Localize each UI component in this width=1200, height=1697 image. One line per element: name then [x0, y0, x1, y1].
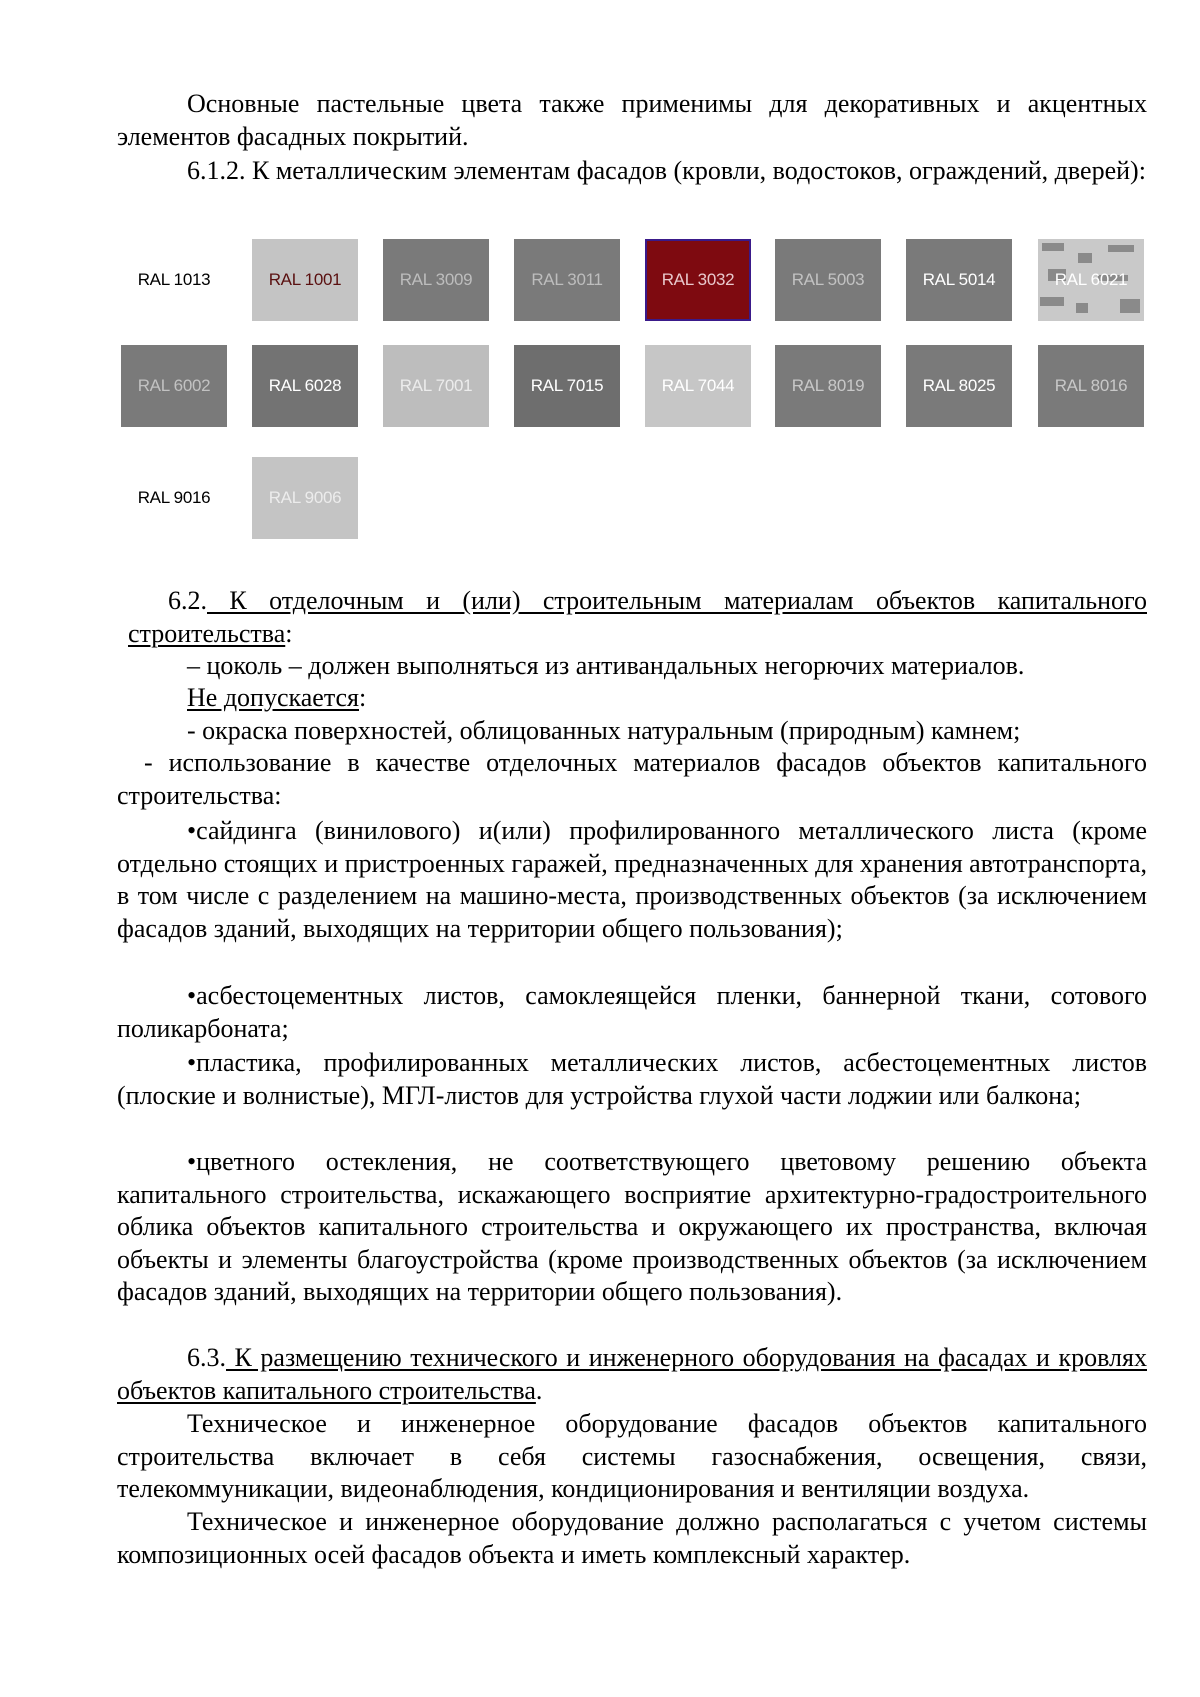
swatch-label: RAL 5014 — [922, 270, 996, 289]
swatch-ral-7015 — [514, 345, 620, 427]
usage-item: - использование в качестве отделочных материалов фасадов объектов капитального строительства: — [117, 748, 1147, 810]
swatch-ral-8019 — [775, 345, 881, 427]
swatch-label: RAL 6002 — [137, 376, 211, 395]
section-6-1-2-heading: 6.1.2. К металлическим элементам фасадов (кровли, водостоков, ограждений, дверей): — [187, 156, 1146, 185]
swatch-ral-6028 — [252, 345, 358, 427]
swatch-label: RAL 3009 — [399, 270, 473, 289]
swatch-ral-3009 — [383, 239, 489, 321]
not-allowed-colon: : — [359, 683, 367, 712]
swatch-ral-7044 — [645, 345, 751, 427]
swatch-label: RAL 9006 — [268, 488, 342, 507]
swatch-ral-5014 — [906, 239, 1012, 321]
swatch-label: RAL 5003 — [791, 270, 865, 289]
cokol-item: – цоколь – должен выполняться из антивандальных негорючих материалов. — [187, 651, 1025, 680]
tech-equipment-paragraph-1: Техническое и инженерное оборудование фасадов объектов капитального строительства включает в себя системы газоснабжения, освещения, связи, телекоммуникации, видеонаблюдения, кондиционирования и вентиляции воздуха. — [117, 1409, 1147, 1503]
section-6-2-heading — [128, 585, 1147, 650]
not-allowed-text: Не допускается — [187, 683, 359, 712]
tech-equipment-paragraph-2: Техническое и инженерное оборудование должно располагаться с учетом системы композиционных осей фасадов объекта и иметь комплексный характер. — [117, 1507, 1147, 1569]
section-6-3-heading — [117, 1342, 1147, 1407]
swatch-label: RAL 3011 — [531, 270, 603, 289]
bullet-asbestos: •асбестоцементных листов, самоклеящейся пленки, баннерной ткани, сотового поликарбоната; — [117, 981, 1147, 1043]
not-allowed-label — [187, 682, 1147, 715]
bullet-glazing: •цветного остекления, не соответствующего цветовому решению объекта капитального строительства, искажающего восприятие архитектурно-градостроительного облика объектов капитального строительства и окружающего их пространства, включая объекты и элементы благоустройства (кроме производственных объектов (за исключением фасадов зданий, выходящих на территории общего пользования). — [117, 1147, 1147, 1306]
swatch-ral-3011 — [514, 239, 620, 321]
section-6-3-dot: . — [535, 1375, 543, 1405]
swatch-ral-1013 — [121, 239, 227, 321]
section-6-2-title: К отделочным и (или) строительным материалам объектов капитального строительства — [128, 586, 1147, 648]
swatch-label: RAL 1001 — [268, 270, 342, 289]
swatch-ral-5003 — [775, 239, 881, 321]
section-6-3-number: 6.3. — [187, 1343, 226, 1372]
swatch-ral-8025 — [906, 345, 1012, 427]
swatch-label: RAL 7001 — [399, 376, 473, 395]
swatch-label: RAL 8019 — [791, 376, 865, 395]
swatch-ral-6021 — [1038, 239, 1144, 321]
swatch-ral-1001 — [252, 239, 358, 321]
section-6-3-title: К размещению технического и инженерного оборудования на фасадах и кровлях объектов капитального строительства — [117, 1343, 1147, 1405]
swatch-ral-9006 — [252, 457, 358, 539]
swatch-label: RAL 8016 — [1054, 376, 1128, 395]
swatch-label: RAL 9016 — [137, 488, 211, 507]
bullet-siding: •сайдинга (винилового) и(или) профилированного металлического листа (кроме отдельно стоящих и пристроенных гаражей, предназначенных для хранения автотранспорта, в том числе с разделением на машино-места, производственных объектов (за исключением фасадов зданий, выходящих на территории общего пользования); — [117, 816, 1147, 943]
swatch-ral-7001 — [383, 345, 489, 427]
swatch-ral-8016 — [1038, 345, 1144, 427]
swatch-label: RAL 7044 — [661, 376, 735, 395]
swatch-ral-3032 — [645, 239, 751, 321]
bullet-plastic: •пластика, профилированных металлических листов, асбестоцементных листов (плоские и волнистые), МГЛ-листов для устройства глухой части лоджии или балкона; — [117, 1048, 1147, 1110]
painting-item: - окраска поверхностей, облицованных натуральным (природным) камнем; — [187, 716, 1021, 745]
swatch-label: RAL 8025 — [922, 376, 996, 395]
swatch-label: RAL 7015 — [530, 376, 604, 395]
swatch-ral-9016 — [121, 457, 227, 539]
section-6-2-colon: : — [285, 618, 293, 648]
swatch-label: RAL 6028 — [268, 376, 342, 395]
section-6-2-number: 6.2. — [168, 586, 207, 615]
swatch-label: RAL 1013 — [137, 270, 211, 289]
swatch-label: RAL 6021 — [1054, 270, 1128, 289]
swatch-ral-6002 — [121, 345, 227, 427]
swatch-label: RAL 3032 — [661, 270, 735, 289]
intro-paragraph: Основные пастельные цвета также применимы для декоративных и акцентных элементов фасадных покрытий. — [117, 89, 1147, 151]
